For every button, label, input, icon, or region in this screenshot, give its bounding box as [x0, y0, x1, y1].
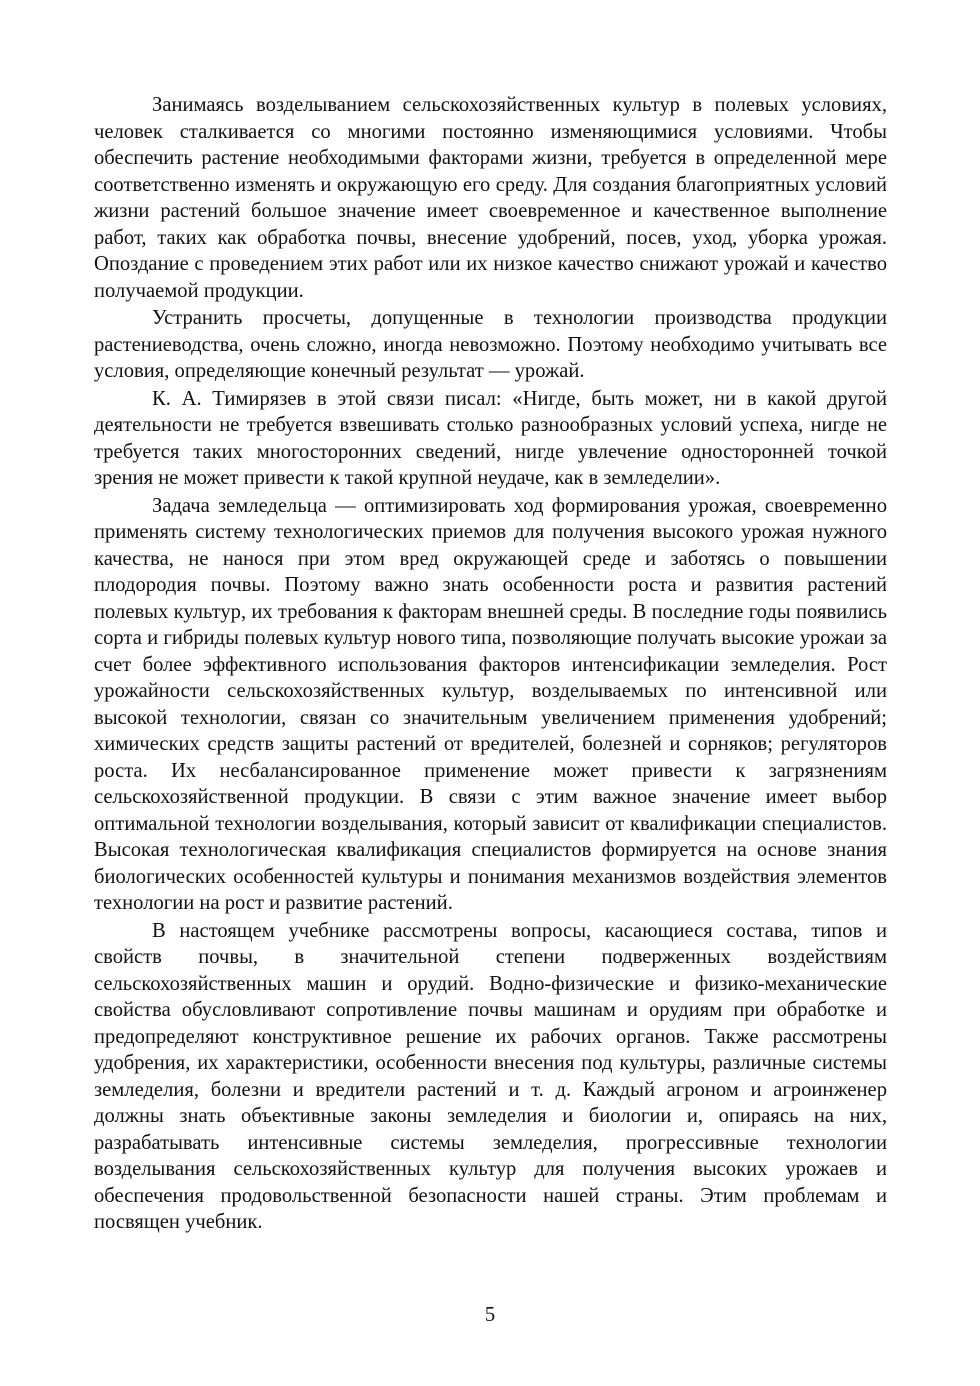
paragraph-intro: Занимаясь возделыванием сельскохозяйственных культур в полевых условиях, человек сталкивается со многими постоянно изменяющимися условиями. Чтобы обеспечить растение необходимыми факторами жизни, требуется в определенной мере соответственно изменять и окружающую его среду. Для создания благоприятных условий жизни растений большое значение имеет своевременное и качественное выполнение работ, таких как обработка почвы, внесение удобрений, посев, уход, уборка урожая. Опоздание с проведением этих работ или их низкое качество снижают урожай и качество получаемой продукции. [94, 94, 887, 302]
paragraph-errors: Устранить просчеты, допущенные в технологии производства продукции растениеводства, очень сложно, иногда невозможно. Поэтому необходимо учитывать все условия, определяющие конечный результат — урожай. [94, 307, 887, 382]
page-number: 5 [484, 1304, 496, 1326]
paragraph-textbook-scope: В настоящем учебнике рассмотрены вопросы, касающиеся состава, типов и свойств почвы, в значительной степени подверженных воздействиям сельскохозяйственных машин и орудий. Водно-физические и физико-механические свойства обусловливают сопротивление почвы машинам и орудиям при обработке и предопределяют конструктивное решение их рабочих органов. Также рассмотрены удобрения, их характеристики, особенности внесения под культуры, различные системы земледелия, болезни и вредители растений и т. д. Каждый агроном и агроинженер должны знать объективные законы земледелия и биологии и, опираясь на них, разрабатывать интенсивные системы земледелия, прогрессивные технологии возделывания сельскохозяйственных культур для получения высоких урожаев и обеспечения продовольственной безопасности нашей страны. Этим проблемам и посвящен учебник. [94, 919, 887, 1233]
paragraph-timiryazev-quote: К. А. Тимирязев в этой связи писал: «Нигде, быть может, ни в какой другой деятельности не требуется взвешивать столько разнообразных условий успеха, нигде не требуется таких многосторонних сведений, нигде увлечение односторонней точкой зрения не может привести к такой крупной неудаче, как в земледелии». [94, 387, 887, 489]
paragraph-farmer-task: Задача земледельца — оптимизировать ход формирования урожая, своевременно применять систему технологических приемов для получения высокого урожая нужного качества, не нанося при этом вред окружающей среде и заботясь о повышении плодородия почвы. Поэтому важно знать особенности роста и развития растений полевых культур, их требования к факторам внешней среды. В последние годы появились сорта и гибриды полевых культур нового типа, позволяющие получать высокие урожаи за счет более эффективного использования факторов интенсификации земледелия. Рост урожайности сельскохозяйственных культур, возделываемых по интенсивной или высокой технологии, связан со значительным увеличением применения удобрений; химических средств защиты растений от вредителей, болезней и сорняков; регуляторов роста. Их несбалансированное применение может привести к загрязнениям сельскохозяйственной продукции. В связи с этим важное значение имеет выбор оптимальной технологии возделывания, который зависит от квалификации специалистов. Высокая технологическая квалификация специалистов формируется на основе знания биологических особенностей культуры и понимания механизмов воздействия элементов технологии на рост и развитие растений. [94, 494, 887, 914]
body-text [94, 92, 887, 1236]
